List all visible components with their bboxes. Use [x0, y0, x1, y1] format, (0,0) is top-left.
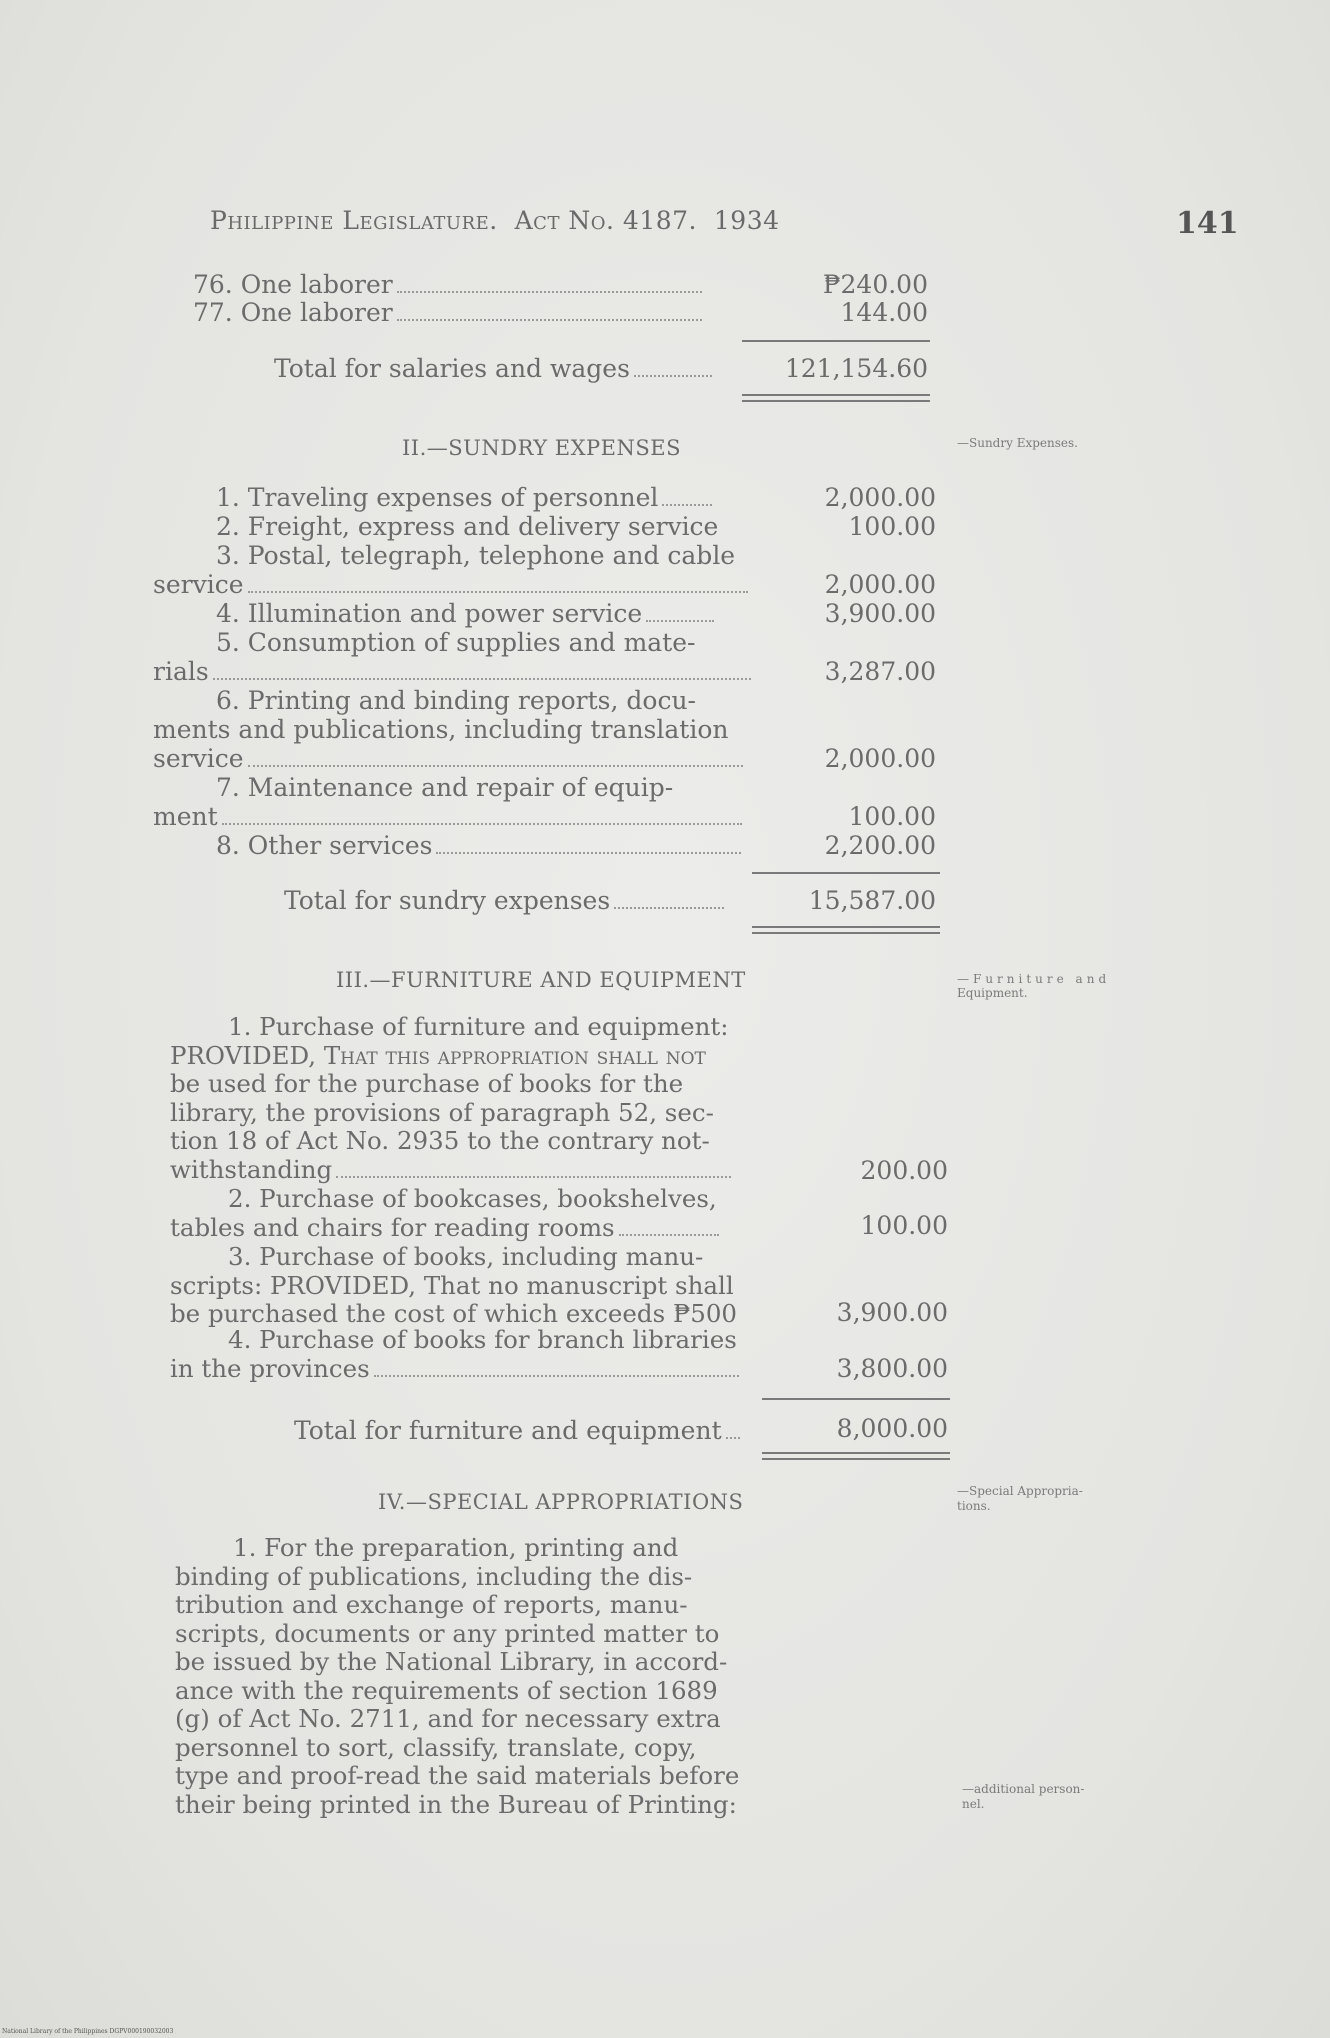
furniture-item-1: 1. Purchase of furniture and equipment: PROVIDED, That this appropriation shall not be used for the purchase of books for the library, the provisions of paragraph 52, sec- tion 18 of Act No. 2935 to the contrary not- withstanding: [170, 1013, 760, 1184]
furniture-amount-4: 3,800.00: [836, 1354, 948, 1383]
furniture-total-amount: 8,000.00: [836, 1414, 948, 1443]
sundry-amount-3: 2,000.00: [824, 570, 936, 599]
sundry-amount-1: 2,000.00: [824, 483, 936, 512]
section-title-sundry: II.—SUNDRY EXPENSES: [402, 436, 681, 460]
side-note-additional-1: —additional person-: [962, 1782, 1085, 1796]
double-rule: [742, 400, 930, 402]
double-rule: [742, 394, 930, 396]
sundry-amount-6: 2,000.00: [824, 744, 936, 773]
rule: [742, 340, 930, 342]
sundry-line-4: 4. Illumination and power service: [216, 599, 714, 628]
rule: [762, 1398, 950, 1400]
salaries-total-amount: 121,154.60: [784, 354, 928, 383]
salary-amount-77: 144.00: [840, 298, 928, 327]
sundry-line-1: 1. Traveling expenses of personnel: [216, 483, 712, 512]
furniture-amount-2: 100.00: [860, 1211, 948, 1240]
sundry-line-6a: 6. Printing and binding reports, docu-: [216, 686, 696, 715]
sundry-total-label: Total for sundry expenses: [284, 886, 724, 915]
rule: [752, 872, 940, 874]
running-head-title: Philippine Legislature.: [210, 206, 498, 235]
archive-credit: National Library of the Philippines DGPV000190032003: [2, 2028, 174, 2035]
sundry-line-5a: 5. Consumption of supplies and mate-: [216, 628, 696, 657]
sundry-line-6b: ments and publications, including translation: [153, 715, 729, 744]
salary-item-76: 76. One laborer: [193, 270, 702, 299]
sundry-line-7a: 7. Maintenance and repair of equip-: [216, 773, 674, 802]
double-rule: [762, 1458, 950, 1460]
side-note-additional-2: nel.: [962, 1797, 985, 1811]
side-note-sundry: —Sundry Expenses.: [957, 436, 1078, 450]
furniture-item-2: 2. Purchase of bookcases, bookshelves, tables and chairs for reading rooms: [170, 1184, 717, 1242]
special-paragraph: 1. For the preparation, printing and binding of publications, including the dis- tribution and exchange of reports, manu- scripts, documents or any printed matter to be issued by the National Library, in accord- ance with the requirements of section 1689 (g) of Act No. 2711, and for necessary extra personnel to sort, classify, translate, copy, type and proof-read the said materials before their being printed in the Bureau of Printing:: [175, 1533, 740, 1819]
sundry-line-6c: service: [153, 744, 743, 773]
page-number: 141: [1176, 206, 1239, 241]
side-note-furniture-1: —Furniture and: [957, 972, 1111, 986]
sundry-amount-8: 2,200.00: [824, 831, 936, 860]
sundry-line-3b: service: [153, 570, 748, 599]
running-head-year: 1934: [713, 206, 780, 235]
side-note-special-2: tions.: [957, 1499, 991, 1513]
sundry-line-7b: ment: [153, 802, 742, 831]
sundry-line-3a: 3. Postal, telegraph, telephone and cable: [216, 541, 736, 570]
sundry-line-8: 8. Other services: [216, 831, 741, 860]
running-head: [210, 206, 780, 235]
furniture-amount-3: 3,900.00: [836, 1298, 948, 1327]
furniture-amount-1: 200.00: [860, 1156, 948, 1185]
side-note-furniture-2: Equipment.: [957, 986, 1028, 1000]
sundry-line-5b: rials: [153, 657, 751, 686]
sundry-amount-5: 3,287.00: [824, 657, 936, 686]
salary-item-77: 77. One laborer: [193, 298, 702, 327]
side-note-special-1: —Special Appropria-: [957, 1484, 1083, 1498]
section-title-furniture: III.—FURNITURE AND EQUIPMENT: [336, 968, 746, 992]
furniture-total-label: Total for furniture and equipment: [294, 1416, 740, 1445]
furniture-item-3: 3. Purchase of books, including manu- scripts: PROVIDED, That no manuscript shall be purchased the cost of which exceeds ₱500: [170, 1242, 738, 1328]
section-title-special: IV.—SPECIAL APPROPRIATIONS: [378, 1490, 744, 1514]
furniture-item-4: 4. Purchase of books for branch libraries in the provinces: [170, 1325, 737, 1383]
sundry-amount-4: 3,900.00: [824, 599, 936, 628]
salary-amount-76: ₱240.00: [822, 270, 928, 299]
running-head-act: Act No. 4187.: [514, 206, 697, 235]
double-rule: [752, 926, 940, 928]
sundry-total-amount: 15,587.00: [808, 886, 936, 915]
sundry-amount-2: 100.00: [848, 512, 936, 541]
sundry-amount-7: 100.00: [848, 802, 936, 831]
double-rule: [762, 1452, 950, 1454]
double-rule: [752, 932, 940, 934]
salaries-total-label: Total for salaries and wages: [274, 354, 712, 383]
sundry-line-2: 2. Freight, express and delivery service: [216, 512, 719, 541]
